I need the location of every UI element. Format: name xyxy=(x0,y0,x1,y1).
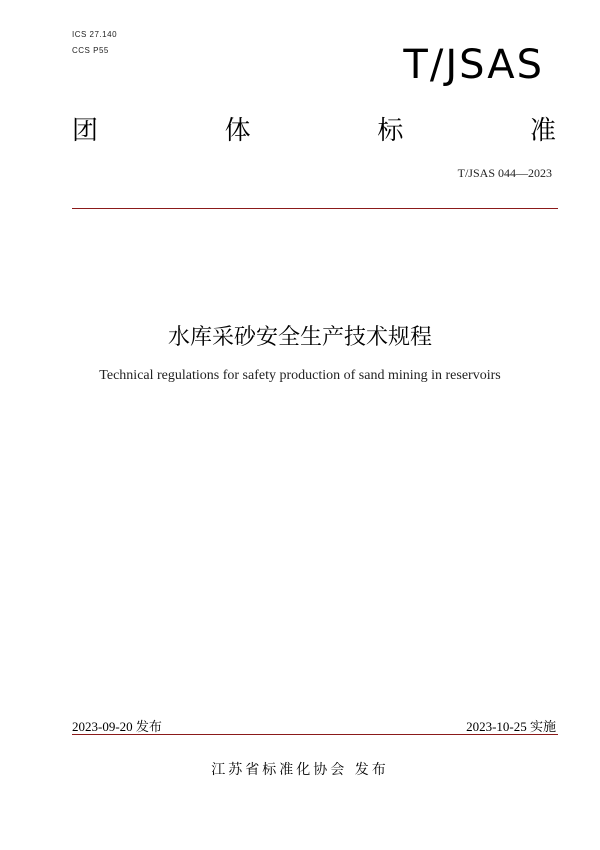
implementation-date: 2023-10-25 实施 xyxy=(466,719,556,734)
document-title-english: Technical regulations for safety production of sand mining in reservoirs xyxy=(99,368,501,383)
issuing-organization: 江苏省标准化协会 发布 xyxy=(211,762,389,778)
bottom-divider xyxy=(72,734,558,735)
standard-type-char: 团 xyxy=(72,116,99,146)
standard-number: T/JSAS 044—2023 xyxy=(457,166,552,180)
document-title-chinese: 水库采砂安全生产技术规程 xyxy=(167,325,432,350)
standard-type xyxy=(72,110,556,147)
ccs-code: CCS P55 xyxy=(72,46,109,55)
standard-type-char: 标 xyxy=(377,116,404,146)
release-date: 2023-09-20 发布 xyxy=(72,719,162,734)
standard-brand: T/JSAS xyxy=(403,42,544,88)
ics-code: ICS 27.140 xyxy=(72,30,118,39)
standard-type-char: 准 xyxy=(529,116,556,146)
top-divider xyxy=(72,208,558,209)
standard-type-char: 体 xyxy=(224,116,251,146)
